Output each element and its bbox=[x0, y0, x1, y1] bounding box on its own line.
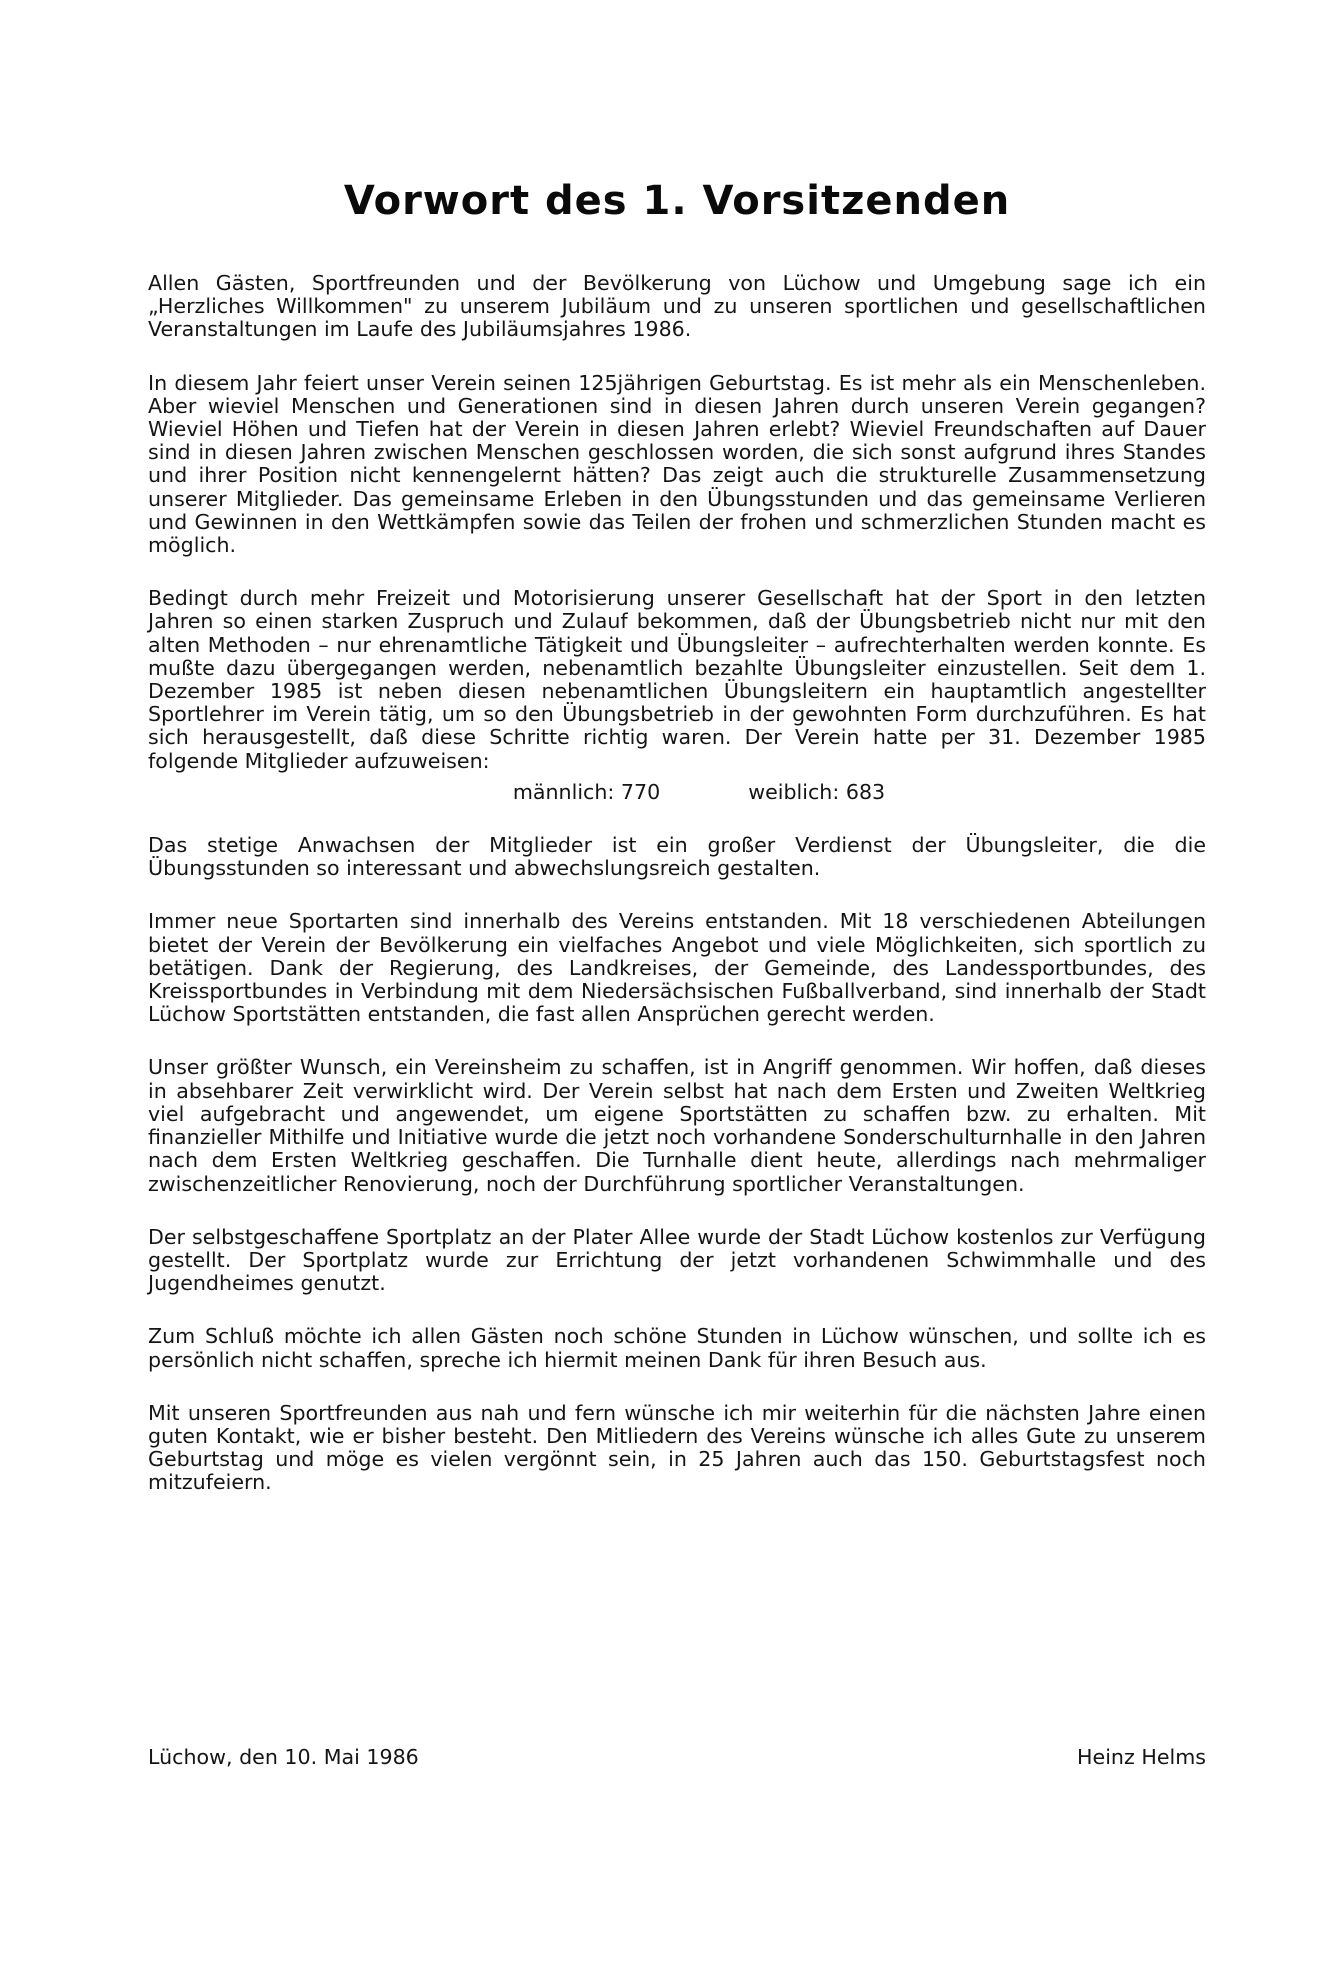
place-date: Lüchow, den 10. Mai 1986 bbox=[148, 1745, 419, 1769]
paragraph-wishes: Mit unseren Sportfreunden aus nah und fern wünsche ich mir weiterhin für die nächsten Jahre einen guten Kontakt, wie er bisher besteht. Den Mitliedern des Vereins wünsche ich alles Gute zu unserem Geburtstag und möge es vielen vergönnt sein, in 25 Jahren auch das 150. Geburtstagsfest noch mitzufeiern. bbox=[148, 1400, 1206, 1495]
body-text bbox=[148, 272, 1206, 1525]
paragraph-departments: Immer neue Sportarten sind innerhalb des Vereins entstanden. Mit 18 verschiedenen Abteilungen bietet der Verein der Bevölkerung ein vielfaches Angebot und viele Möglichkeiten, sich sportlich zu betätigen. Dank der Regierung, des Landkreises, der Gemeinde, des Landessportbundes, des Kreissportbundes in Verbindung mit dem Niedersächsischen Fußballverband, sind innerhalb der Stadt Lüchow Sportstätten entstanden, die fast allen Ansprüchen gerecht werden. bbox=[148, 909, 1206, 1027]
page-content bbox=[148, 0, 1206, 1972]
paragraph-growth: Bedingt durch mehr Freizeit und Motorisierung unserer Gesellschaft hat der Sport in den letzten Jahren so einen starken Zuspruch und Zulauf bekommen, daß der Übungsbetrieb nicht nur mit den alten Methoden – nur ehrenamtliche Tätigkeit und Übungsleiter – aufrechterhalten werden konnte. Es mußte dazu übergegangen werden, nebenamtlich bezahlte Übungsleiter einzustellen. Seit dem 1. Dezember 1985 ist neben diesen nebenamtlichen Übungsleitern ein hauptamtlich angestellter Sportlehrer im Verein tätig, um so den Übungsbetrieb in der gewohnten Form durchzuführen. Es hat sich herausgestellt, daß diese Schritte richtig waren. Der Verein hatte per 31. Dezember 1985 folgende Mitglieder aufzuweisen: bbox=[148, 586, 1206, 773]
paragraph-closing: Zum Schluß möchte ich allen Gästen noch schöne Stunden in Lüchow wünschen, und sollte ich es persönlich nicht schaffen, spreche ich hiermit meinen Dank für ihren Besuch aus. bbox=[148, 1324, 1206, 1372]
paragraph-welcome: Allen Gästen, Sportfreunden und der Bevölkerung von Lüchow und Umgebung sage ich ein „Herzliches Willkommen" zu unserem Jubiläum und zu unseren sportlichen und gesellschaftlichen Veranstaltungen im Laufe des Jubiläumsjahres 1986. bbox=[148, 271, 1206, 342]
member-count-female: weiblich: 683 bbox=[748, 779, 886, 804]
member-stats bbox=[148, 781, 1206, 804]
member-count-male: männlich: 770 bbox=[512, 779, 661, 804]
paragraph-trainers: Das stetige Anwachsen der Mitglieder ist ein großer Verdienst der Übungsleiter, die die Übungsstunden so interessant und abwechslungsreich gestalten. bbox=[148, 833, 1206, 881]
author-name: Heinz Helms bbox=[1077, 1745, 1206, 1769]
page-title: Vorwort des 1. Vorsitzenden bbox=[343, 178, 1011, 224]
signature-line bbox=[148, 1745, 1206, 1769]
paragraph-clubhouse: Unser größter Wunsch, ein Vereinsheim zu schaffen, ist in Angriff genommen. Wir hoffen, daß dieses in absehbarer Zeit verwirklicht wird. Der Verein selbst hat nach dem Ersten und Zweiten Weltkrieg viel aufgebracht und angewendet, um eigene Sportstätten zu schaffen bzw. zu erhalten. Mit finanzieller Mithilfe und Initiative wurde die jetzt noch vorhandene Sonderschulturnhalle in den Jahren nach dem Ersten Weltkrieg geschaffen. Die Turnhalle dient heute, allerdings nach mehrmaliger zwischenzeitlicher Renovierung, noch der Durchführung sportlicher Veranstaltungen. bbox=[148, 1055, 1206, 1196]
paragraph-sportsground: Der selbstgeschaffene Sportplatz an der Plater Allee wurde der Stadt Lüchow kostenlos zur Verfügung gestellt. Der Sportplatz wurde zur Errichtung der jetzt vorhandenen Schwimmhalle und des Jugendheimes genutzt. bbox=[148, 1224, 1206, 1296]
paragraph-anniversary: In diesem Jahr feiert unser Verein seinen 125jährigen Geburtstag. Es ist mehr als ein Menschenleben. Aber wieviel Menschen und Generationen sind in diesen Jahren durch unseren Verein gegangen? Wieviel Höhen und Tiefen hat der Verein in diesen Jahren erlebt? Wieviel Freundschaften auf Dauer sind in diesen Jahren zwischen Menschen geschlossen worden, die sich sonst aufgrund ihres Standes und ihrer Position nicht kennengelernt hätten? Das zeigt auch die strukturelle Zusammensetzung unserer Mitglieder. Das gemeinsame Erleben in den Übungsstunden und das gemeinsame Verlieren und Gewinnen in den Wettkämpfen sowie das Teilen der frohen und schmerzlichen Stunden macht es möglich. bbox=[148, 370, 1206, 558]
